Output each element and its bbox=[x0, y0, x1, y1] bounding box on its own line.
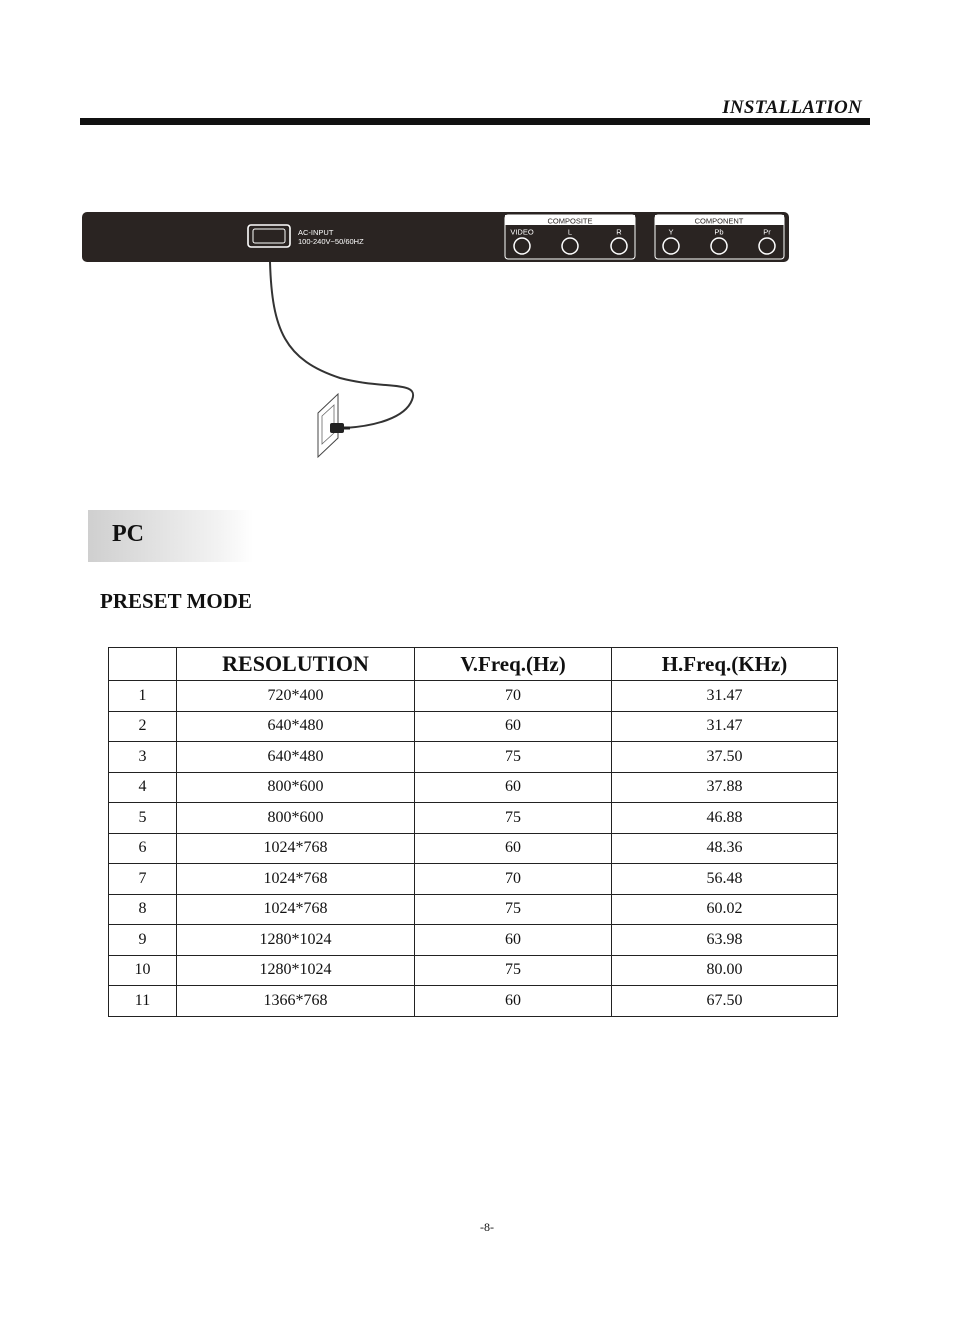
page-number: -8- bbox=[480, 1220, 494, 1234]
component-title: COMPONENT bbox=[694, 216, 744, 226]
header-vfreq: V.Freq.(Hz) bbox=[415, 648, 612, 681]
cell-index: 1 bbox=[109, 681, 177, 712]
table-row bbox=[109, 742, 838, 773]
cell-vfreq: 60 bbox=[415, 772, 612, 803]
cell-vfreq: 75 bbox=[415, 955, 612, 986]
cell-resolution: 800*600 bbox=[177, 803, 415, 834]
table-header-row bbox=[109, 648, 838, 681]
table-row bbox=[109, 955, 838, 986]
cell-index: 2 bbox=[109, 711, 177, 742]
preset-mode-table bbox=[108, 647, 838, 1017]
cell-hfreq: 56.48 bbox=[612, 864, 838, 895]
header-resolution: RESOLUTION bbox=[177, 648, 415, 681]
cell-hfreq: 31.47 bbox=[612, 681, 838, 712]
table-row bbox=[109, 681, 838, 712]
table-row bbox=[109, 986, 838, 1017]
cell-resolution: 1024*768 bbox=[177, 864, 415, 895]
cell-resolution: 640*480 bbox=[177, 742, 415, 773]
jack-label-pb: Pb bbox=[714, 227, 724, 237]
jack-label-video: VIDEO bbox=[510, 227, 534, 237]
cell-hfreq: 60.02 bbox=[612, 894, 838, 925]
table-row bbox=[109, 925, 838, 956]
cell-index: 7 bbox=[109, 864, 177, 895]
table-row bbox=[109, 894, 838, 925]
cell-index: 3 bbox=[109, 742, 177, 773]
table-row bbox=[109, 803, 838, 834]
cell-vfreq: 60 bbox=[415, 986, 612, 1017]
header-title: INSTALLATION bbox=[722, 97, 862, 118]
cell-vfreq: 60 bbox=[415, 711, 612, 742]
ac-input-spec: 100-240V~50/60HZ bbox=[298, 237, 364, 246]
jack-label-r: R bbox=[616, 227, 622, 237]
cell-hfreq: 37.50 bbox=[612, 742, 838, 773]
cell-resolution: 1280*1024 bbox=[177, 925, 415, 956]
cell-resolution: 1024*768 bbox=[177, 833, 415, 864]
cell-hfreq: 31.47 bbox=[612, 711, 838, 742]
cell-resolution: 1024*768 bbox=[177, 894, 415, 925]
cell-vfreq: 75 bbox=[415, 894, 612, 925]
table-row bbox=[109, 711, 838, 742]
table-row bbox=[109, 772, 838, 803]
cell-resolution: 800*600 bbox=[177, 772, 415, 803]
cell-index: 10 bbox=[109, 955, 177, 986]
jack-label-pr: Pr bbox=[763, 227, 771, 237]
table-row bbox=[109, 864, 838, 895]
cell-hfreq: 46.88 bbox=[612, 803, 838, 834]
header-hfreq: H.Freq.(KHz) bbox=[612, 648, 838, 681]
cell-vfreq: 75 bbox=[415, 742, 612, 773]
cell-index: 6 bbox=[109, 833, 177, 864]
cell-vfreq: 70 bbox=[415, 864, 612, 895]
cell-hfreq: 67.50 bbox=[612, 986, 838, 1017]
cell-resolution: 640*480 bbox=[177, 711, 415, 742]
composite-title: COMPOSITE bbox=[547, 216, 593, 226]
cell-vfreq: 75 bbox=[415, 803, 612, 834]
cell-hfreq: 80.00 bbox=[612, 955, 838, 986]
cell-index: 11 bbox=[109, 986, 177, 1017]
rear-panel-diagram bbox=[0, 200, 954, 470]
cell-resolution: 1366*768 bbox=[177, 986, 415, 1017]
jack-label-l: L bbox=[567, 227, 573, 237]
jack-label-y: Y bbox=[668, 227, 674, 237]
cell-hfreq: 63.98 bbox=[612, 925, 838, 956]
cell-resolution: 720*400 bbox=[177, 681, 415, 712]
cell-resolution: 1280*1024 bbox=[177, 955, 415, 986]
ac-input-label: AC-INPUT bbox=[298, 228, 334, 237]
cell-vfreq: 60 bbox=[415, 925, 612, 956]
cell-index: 9 bbox=[109, 925, 177, 956]
header-rule bbox=[80, 118, 870, 125]
power-cord bbox=[270, 262, 413, 428]
header-index bbox=[109, 648, 177, 681]
cell-vfreq: 60 bbox=[415, 833, 612, 864]
preset-mode-title: PRESET MODE bbox=[100, 589, 252, 613]
table-row bbox=[109, 833, 838, 864]
section-title: PC bbox=[112, 521, 144, 547]
cell-hfreq: 48.36 bbox=[612, 833, 838, 864]
cell-index: 8 bbox=[109, 894, 177, 925]
cell-vfreq: 70 bbox=[415, 681, 612, 712]
section-badge bbox=[88, 510, 253, 562]
cell-index: 4 bbox=[109, 772, 177, 803]
power-plug-icon bbox=[330, 423, 350, 433]
cell-index: 5 bbox=[109, 803, 177, 834]
cell-hfreq: 37.88 bbox=[612, 772, 838, 803]
